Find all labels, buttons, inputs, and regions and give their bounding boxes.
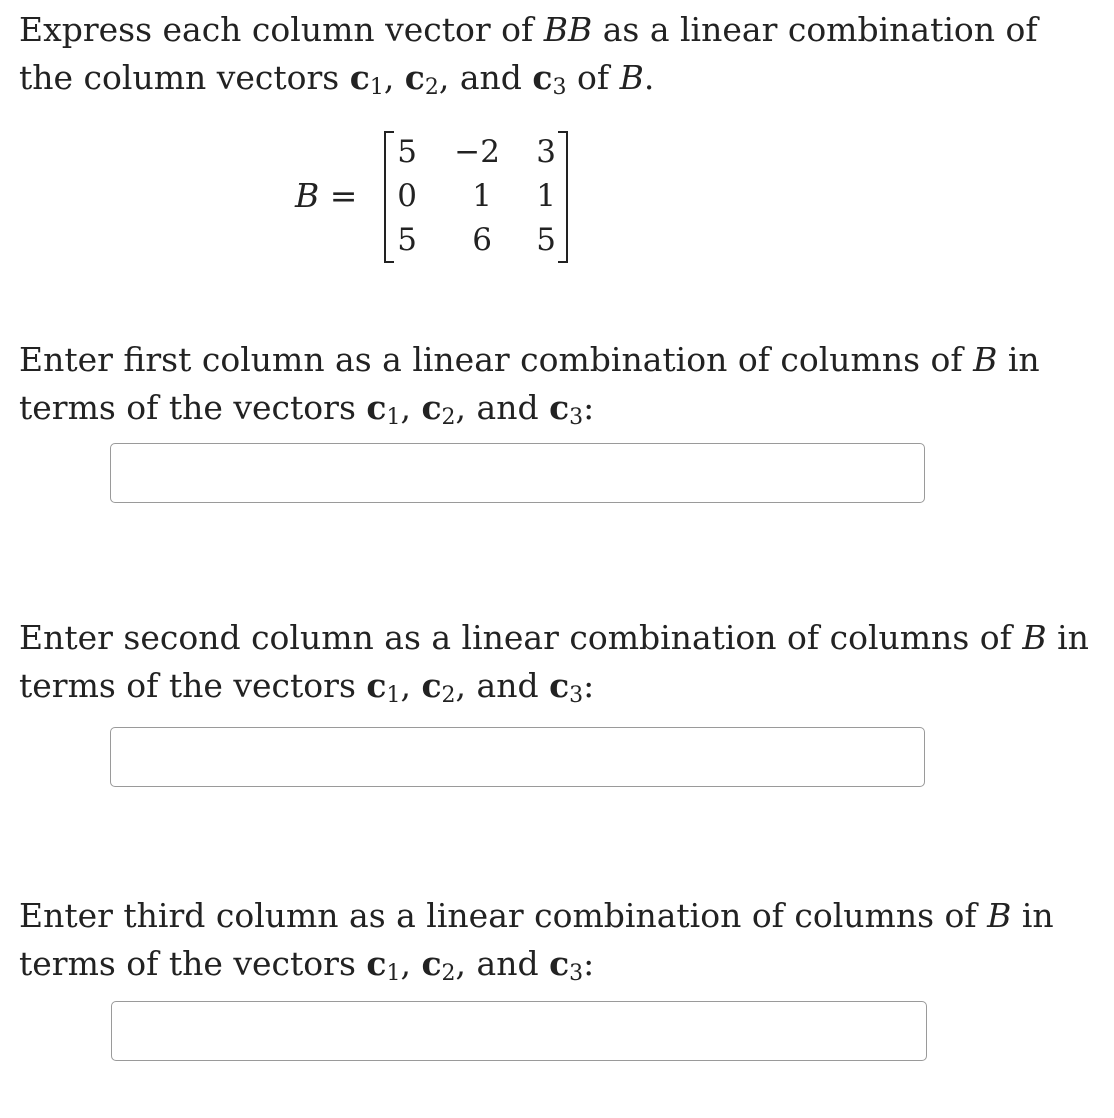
prompt-text: Enter first column as a linear combination of columns of xyxy=(19,340,974,379)
punct: : xyxy=(583,666,595,705)
prompt-text: terms of the vectors xyxy=(19,944,367,983)
subscript: 3 xyxy=(552,75,567,100)
prompt-text: in xyxy=(997,340,1040,379)
subscript: 2 xyxy=(441,961,456,986)
matrix-cell-r1-c1: 5 xyxy=(397,134,417,170)
matrix-cell-r3-c1: 5 xyxy=(397,222,417,258)
vector-c1: c xyxy=(366,388,387,427)
answer-input-second-column[interactable] xyxy=(110,727,925,787)
matrix-label xyxy=(295,172,357,220)
subscript: 1 xyxy=(386,961,401,986)
question-2-prompt xyxy=(19,614,1089,710)
matrix-symbol-b: B xyxy=(987,896,1012,935)
question-1-prompt xyxy=(19,336,1040,432)
punct: , and xyxy=(455,388,550,427)
matrix-cell-r2-c2: 1 xyxy=(472,178,492,214)
subscript: 1 xyxy=(369,75,384,100)
punct: , xyxy=(400,944,422,983)
matrix-cell-r1-c3: 3 xyxy=(536,134,556,170)
prompt-text: terms of the vectors xyxy=(19,388,367,427)
vector-c1: c xyxy=(366,944,387,983)
subscript: 3 xyxy=(569,683,584,708)
answer-input-third-column[interactable] xyxy=(111,1001,927,1061)
matrix-symbol-b: B xyxy=(973,340,998,379)
punct: , and xyxy=(438,58,533,97)
matrix-cell-r3-c3: 5 xyxy=(536,222,556,258)
matrix-display xyxy=(295,127,595,267)
vector-c3: c xyxy=(549,944,570,983)
prompt-text: in xyxy=(1046,618,1089,657)
subscript: 2 xyxy=(441,405,456,430)
prompt-text: Enter third column as a linear combination of columns of xyxy=(19,896,988,935)
punct: : xyxy=(583,388,595,427)
punct: , xyxy=(400,666,422,705)
matrix-cell-r2-c1: 0 xyxy=(397,178,417,214)
subscript: 1 xyxy=(386,405,401,430)
prompt-text: terms of the vectors xyxy=(19,666,367,705)
matrix-symbol-b: B xyxy=(1022,618,1047,657)
subscript: 2 xyxy=(424,75,439,100)
prompt-text: in xyxy=(1011,896,1054,935)
intro-text-part: as a linear combination of xyxy=(592,10,1038,49)
vector-c3: c xyxy=(549,666,570,705)
right-bracket xyxy=(558,131,568,263)
matrix-cell-r2-c3: 1 xyxy=(536,178,556,214)
intro-text-part: Express each column vector of xyxy=(19,10,544,49)
subscript: 3 xyxy=(569,961,584,986)
vector-c1: c xyxy=(366,666,387,705)
intro-text-part: the column vectors xyxy=(19,58,350,97)
vector-c1: c xyxy=(349,58,370,97)
punct: , xyxy=(400,388,422,427)
matrix-symbol: B xyxy=(295,176,320,215)
prompt-text: Enter second column as a linear combination of columns of xyxy=(19,618,1023,657)
subscript: 3 xyxy=(569,405,584,430)
punct: of xyxy=(566,58,620,97)
vector-c2: c xyxy=(421,666,442,705)
subscript: 2 xyxy=(441,683,456,708)
intro-text xyxy=(19,6,1038,102)
punct: . xyxy=(643,58,655,97)
punct: , and xyxy=(455,944,550,983)
subscript: 1 xyxy=(386,683,401,708)
equals-sign: = xyxy=(319,176,358,215)
vector-c2: c xyxy=(421,388,442,427)
matrix-symbol-b: B xyxy=(619,58,644,97)
vector-c3: c xyxy=(549,388,570,427)
matrix-symbol-bb: BB xyxy=(543,10,593,49)
punct: , xyxy=(383,58,405,97)
matrix-cell-r1-c2: −2 xyxy=(454,134,500,170)
question-3-prompt xyxy=(19,892,1054,988)
vector-c2: c xyxy=(404,58,425,97)
punct: , and xyxy=(455,666,550,705)
vector-c2: c xyxy=(421,944,442,983)
punct: : xyxy=(583,944,595,983)
vector-c3: c xyxy=(532,58,553,97)
answer-input-first-column[interactable] xyxy=(110,443,925,503)
matrix-cell-r3-c2: 6 xyxy=(472,222,492,258)
